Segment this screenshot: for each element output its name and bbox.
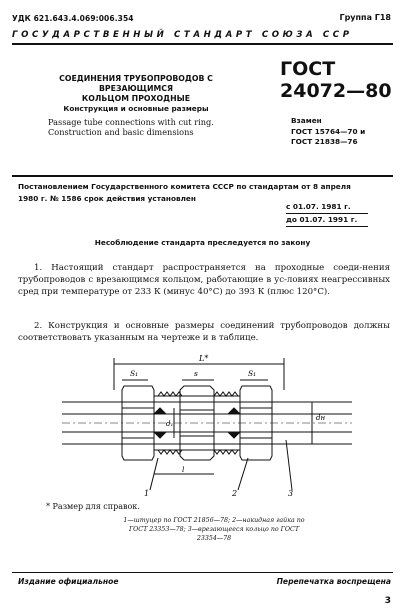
standard-bar: ГОСУДАРСТВЕННЫЙ СТАНДАРТ СОЮЗА ССР bbox=[12, 30, 353, 40]
replaced-label: Взамен bbox=[291, 116, 322, 125]
gost-code: 24072—80 bbox=[280, 80, 392, 102]
label-pos-3: 3 bbox=[288, 489, 294, 498]
page-number: 3 bbox=[384, 596, 391, 606]
date-to: до 01.07. 1991 г. bbox=[286, 214, 368, 227]
decree-line-1: Постановлением Государственного комитета СССР по стандартам от 8 апреля bbox=[18, 182, 351, 191]
official-edition: Издание официальное bbox=[18, 577, 119, 586]
replaced-standards bbox=[291, 116, 365, 148]
group-code: Группа Г18 bbox=[339, 13, 391, 22]
replaced-standard-2: ГОСТ 21838—76 bbox=[291, 137, 358, 146]
legend-line-1: 1—штуцер по ГОСТ 21856—78; 2—накидная гайка по bbox=[123, 517, 305, 524]
replaced-standard-1: ГОСТ 15764—70 и bbox=[291, 126, 366, 136]
decree-line-2: 1980 г. № 1586 срок действия установлен bbox=[18, 193, 196, 203]
title-line-2: КОЛЬЦОМ ПРОХОДНЫЕ bbox=[81, 94, 191, 103]
date-from: с 01.07. 1981 г. bbox=[286, 201, 368, 214]
drawing-legend bbox=[94, 516, 334, 543]
reference-note: * Размер для справок. bbox=[46, 502, 140, 511]
reprint-prohibited: Перепечатка воспрещена bbox=[276, 577, 391, 586]
english-title bbox=[48, 117, 214, 137]
legend-line-2: ГОСТ 23353—78; 3—врезающееся кольцо по ГОСТ bbox=[128, 526, 300, 533]
paragraph-1: 1. Настоящий стандарт распространяется на проходные соеди-нения трубопроводов с врезающимся кольцом, работающие в ус-ловиях неагрессивных сред при температуре от 233 К (минус 40°С) до 393 К (плюс 120°С). bbox=[18, 263, 390, 297]
title-line-1: СОЕДИНЕНИЯ ТРУБОПРОВОДОВ С ВРЕЗАЮЩИМСЯ bbox=[59, 74, 213, 93]
english-title-line-1: Passage tube connections with cut ring. bbox=[48, 117, 214, 127]
label-L: L* bbox=[199, 354, 209, 363]
label-s1-left: S₁ bbox=[130, 369, 139, 378]
label-pos-2: 2 bbox=[232, 489, 238, 498]
document-subtitle: Конструкция и основные размеры bbox=[63, 104, 209, 113]
legal-warning: Несоблюдение стандарта преследуется по закону bbox=[94, 238, 311, 247]
label-l: l bbox=[182, 465, 185, 474]
label-s: s bbox=[194, 369, 198, 378]
label-dh: dн bbox=[316, 414, 326, 422]
connection-drawing bbox=[62, 350, 352, 498]
validity-dates bbox=[286, 201, 368, 227]
udk-code: УДК 621.643.4.069:006.354 bbox=[12, 14, 134, 23]
label-pos-1: 1 bbox=[144, 489, 150, 498]
section-rule bbox=[12, 175, 393, 177]
gost-label: ГОСТ bbox=[280, 58, 336, 80]
header-rule bbox=[12, 43, 393, 45]
label-d1: d₁ bbox=[166, 420, 174, 428]
english-title-line-2: Construction and basic dimensions bbox=[48, 127, 194, 137]
document-title bbox=[26, 74, 246, 104]
footer-rule bbox=[12, 572, 393, 573]
paragraph-2: 2. Конструкция и основные размеры соединений трубопроводов должны соответствовать указанным на чертеже и в таблице. bbox=[18, 321, 390, 343]
label-s1-right: S₁ bbox=[248, 369, 257, 378]
gost-number bbox=[280, 58, 392, 102]
legend-line-3: 23354—78 bbox=[196, 535, 232, 542]
